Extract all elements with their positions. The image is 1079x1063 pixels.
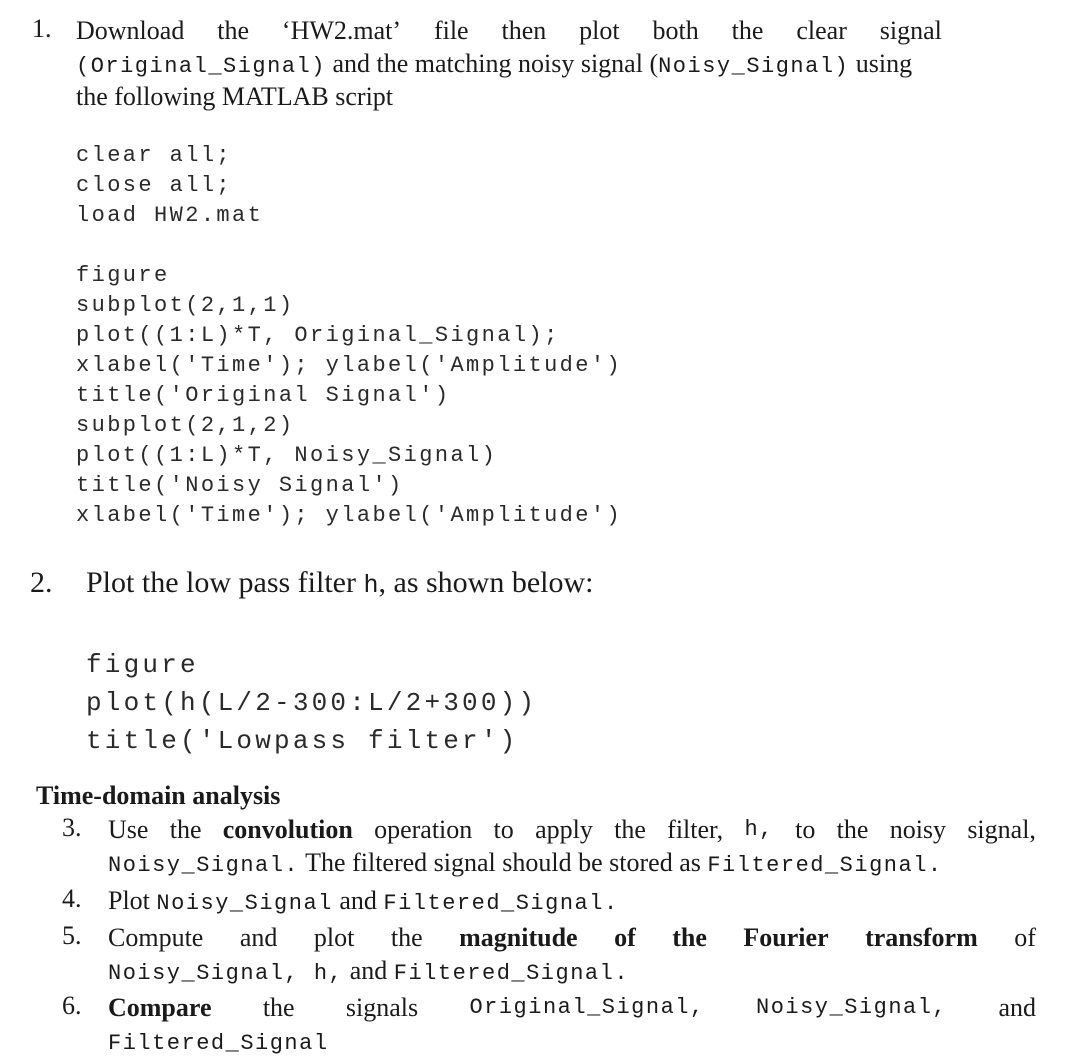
text: using: [849, 49, 913, 78]
word-bold: of: [614, 923, 636, 952]
word-bold: transform: [865, 923, 978, 952]
item-6-line-1: [108, 991, 1036, 1024]
inline-code: Filtered_Signal.: [707, 853, 943, 878]
word: apply: [535, 815, 593, 844]
word: and: [239, 923, 278, 952]
word: Download: [76, 16, 185, 45]
item-4-number: 4.: [62, 884, 82, 913]
inline-code: Noisy_Signal.: [108, 853, 300, 878]
code-block-filter: [86, 646, 537, 760]
code-line: title('Original Signal'): [76, 383, 451, 408]
word: operation: [374, 815, 473, 844]
code-line: title('Noisy Signal'): [76, 473, 404, 498]
inline-code: Original_Signal,: [469, 995, 705, 1020]
word: file: [433, 16, 469, 45]
item-5-number: 5.: [62, 921, 82, 950]
text: Plot: [108, 886, 157, 915]
text: and: [343, 956, 394, 985]
code-line: plot((1:L)*T, Original_Signal);: [76, 323, 560, 348]
code-line: close all;: [76, 173, 233, 198]
word: noisy: [889, 815, 947, 844]
code-block-plot: [76, 261, 622, 531]
text: The filtered signal should be stored as: [299, 848, 708, 877]
code-line: plot((1:L)*T, Noisy_Signal): [76, 443, 498, 468]
code-line: subplot(2,1,2): [76, 413, 295, 438]
word: the: [836, 815, 869, 844]
section-heading: Time-domain analysis: [36, 781, 281, 810]
word: the: [262, 993, 295, 1022]
word-bold: the: [672, 923, 707, 952]
item-3-number: 3.: [62, 813, 82, 842]
word-bold: convolution: [222, 815, 353, 844]
inline-code: Noisy_Signal,: [756, 995, 948, 1020]
inline-code: Noisy_Signal: [156, 891, 333, 916]
word: both: [652, 16, 699, 45]
word-bold: Compare: [108, 993, 212, 1022]
word: signal: [879, 16, 942, 45]
word: signal,: [967, 815, 1036, 844]
word: and: [998, 993, 1036, 1022]
word: the: [169, 815, 202, 844]
item-5-line-2: [108, 954, 629, 990]
code-block-setup: [76, 141, 263, 231]
word-bold: Fourier: [743, 923, 829, 952]
word: to: [795, 815, 816, 844]
inline-code: (Original_Signal): [76, 54, 326, 79]
item-5-line-1: [108, 921, 1036, 954]
inline-code: h: [363, 571, 379, 600]
text: and: [332, 886, 384, 915]
item-1-line-3: the following MATLAB script: [76, 82, 394, 111]
word: the: [390, 923, 423, 952]
word-bold: magnitude: [459, 923, 578, 952]
text: Plot the low pass filter: [86, 566, 364, 599]
item-1-line-2: [76, 47, 912, 83]
word: plot: [579, 16, 620, 45]
code-line: xlabel('Time'); ylabel('Amplitude'): [76, 353, 623, 378]
item-2-number: 2.: [30, 566, 53, 599]
word: plot: [313, 923, 355, 952]
word: clear: [796, 16, 847, 45]
code-line: title('Lowpass filter'): [86, 726, 519, 756]
word: to: [493, 815, 514, 844]
item-6-number: 6.: [62, 991, 82, 1020]
inline-code: Filtered_Signal: [108, 1031, 329, 1056]
item-2-text: [86, 566, 593, 600]
inline-code: Filtered_Signal.: [383, 891, 619, 916]
word: Use: [108, 815, 149, 844]
text: , as shown below:: [378, 566, 594, 599]
word: of: [1014, 923, 1036, 952]
word: filter,: [667, 815, 724, 844]
item-4-line: [108, 884, 619, 920]
item-6-line-2: [108, 1024, 329, 1060]
word: ‘HW2.mat’: [281, 16, 402, 45]
item-1-number: 1.: [32, 14, 52, 43]
word: the: [731, 16, 764, 45]
inline-code: Filtered_Signal.: [393, 961, 630, 986]
code-line: figure: [86, 650, 199, 680]
code-line: subplot(2,1,1): [76, 293, 295, 318]
word: the: [614, 815, 646, 844]
item-1-line-1: [76, 14, 942, 47]
item-3-line-1: [108, 813, 1036, 846]
inline-code: h,: [744, 817, 774, 842]
inline-code: Noisy_Signal, h,: [108, 961, 344, 986]
code-line: plot(h(L/2-300:L/2+300)): [86, 688, 538, 718]
item-3-line-2: [108, 846, 943, 882]
code-line: figure: [76, 263, 170, 288]
code-line: load HW2.mat: [76, 203, 264, 228]
text: and the matching noisy signal (: [325, 49, 659, 78]
word: signals: [345, 993, 419, 1022]
word: the: [217, 16, 249, 45]
word: Compute: [108, 923, 204, 952]
code-line: xlabel('Time'); ylabel('Amplitude'): [76, 503, 623, 528]
inline-code: Noisy_Signal): [658, 54, 850, 79]
word: then: [501, 16, 547, 45]
code-line: clear all;: [76, 143, 233, 168]
